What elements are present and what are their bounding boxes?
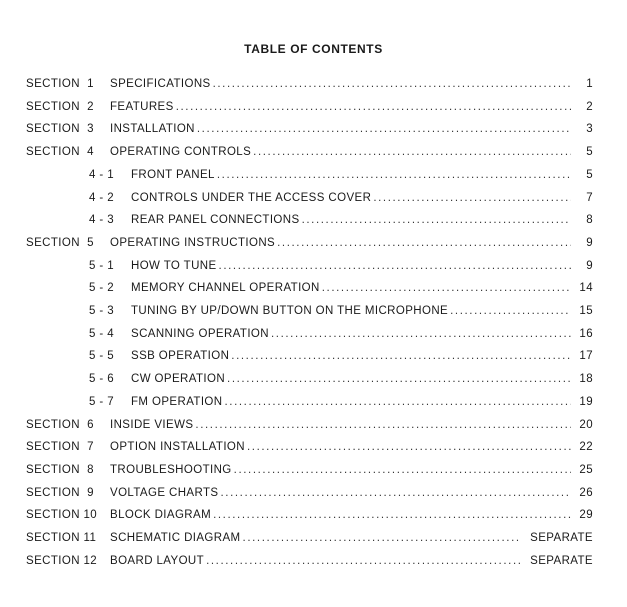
- page-number: 29: [575, 507, 593, 523]
- toc-entry: [0, 121, 627, 137]
- page-number: SEPARATE: [526, 553, 593, 569]
- toc-entry: [0, 394, 627, 410]
- page-number: 7: [582, 190, 593, 206]
- toc-entry: [0, 462, 627, 478]
- toc-entry: [0, 371, 627, 387]
- entry-title: TROUBLESHOOTING: [110, 463, 232, 476]
- toc-entry: [0, 167, 627, 183]
- toc-entry: [0, 258, 627, 274]
- toc-entry: [0, 530, 627, 546]
- toc-entry: [0, 439, 627, 455]
- toc-entry: [0, 99, 627, 115]
- toc-entry: [0, 212, 627, 228]
- entry-title: HOW TO TUNE: [131, 259, 217, 272]
- page-number: SEPARATE: [526, 530, 593, 546]
- toc-entry: [0, 280, 627, 296]
- toc-entry: [0, 485, 627, 501]
- entry-title: MEMORY CHANNEL OPERATION: [131, 282, 320, 295]
- entry-title: SPECIFICATIONS: [110, 78, 211, 90]
- toc-entry: [0, 76, 627, 92]
- dot-leader: [220, 485, 571, 501]
- page-number: 14: [575, 280, 593, 296]
- page-number: 3: [582, 121, 593, 137]
- subsection-number: 5 - 2: [89, 282, 115, 295]
- page-number: 18: [575, 371, 593, 387]
- entry-title: OPERATING INSTRUCTIONS: [110, 236, 276, 249]
- page-number: 25: [575, 462, 593, 478]
- section-number: SECTION 2: [26, 100, 94, 113]
- subsection-number: 5 - 5: [89, 350, 115, 363]
- dot-leader: [247, 439, 571, 455]
- page-number: 15: [575, 303, 593, 319]
- subsection-number: 5 - 3: [89, 305, 115, 317]
- entry-title: FM OPERATION: [131, 395, 223, 408]
- dot-leader: [224, 394, 571, 410]
- page-number: 9: [582, 258, 593, 274]
- toc-entry: [0, 348, 627, 364]
- entry-title: FEATURES: [110, 100, 174, 113]
- subsection-number: 4 - 3: [89, 214, 115, 227]
- entry-title: OPERATING CONTROLS: [110, 146, 252, 159]
- entry-title: SCHEMATIC DIAGRAM: [110, 532, 241, 544]
- section-number: SECTION 12: [26, 554, 98, 567]
- section-number: SECTION 8: [26, 463, 94, 476]
- section-number: SECTION 4: [26, 146, 94, 159]
- page-number: 8: [582, 212, 593, 228]
- dot-leader: [219, 258, 571, 274]
- dot-leader: [373, 190, 571, 206]
- dot-leader: [206, 553, 521, 569]
- dot-leader: [195, 417, 571, 433]
- dot-leader: [213, 507, 571, 523]
- subsection-number: 5 - 7: [89, 395, 115, 408]
- section-number: SECTION 7: [26, 441, 94, 454]
- page-number: 2: [582, 99, 593, 115]
- dot-leader: [231, 348, 571, 364]
- entry-title: OPTION INSTALLATION: [110, 441, 245, 454]
- subsection-number: 5 - 1: [89, 259, 115, 272]
- toc-entry: [0, 417, 627, 433]
- dot-leader: [302, 212, 571, 228]
- toc-entry: [0, 144, 627, 160]
- dot-leader: [197, 121, 571, 137]
- page-number: 1: [582, 76, 593, 92]
- section-number: SECTION 5: [26, 236, 94, 249]
- dot-leader: [277, 235, 571, 251]
- section-number: SECTION 1: [26, 78, 94, 90]
- page-number: 20: [575, 417, 593, 433]
- subsection-number: 5 - 4: [89, 327, 115, 340]
- entry-title: BLOCK DIAGRAM: [110, 509, 212, 522]
- dot-leader: [217, 167, 571, 183]
- entry-title: INSIDE VIEWS: [110, 418, 194, 431]
- dot-leader: [213, 76, 571, 92]
- entry-title: INSTALLATION: [110, 123, 195, 136]
- toc-entry: [0, 190, 627, 206]
- entry-title: REAR PANEL CONNECTIONS: [131, 214, 300, 227]
- section-number: SECTION 6: [26, 418, 94, 431]
- dot-leader: [176, 99, 571, 115]
- entry-title: TUNING BY UP/DOWN BUTTON ON THE MICROPHONE: [131, 305, 449, 317]
- toc-entry: [0, 553, 627, 569]
- subsection-number: 5 - 6: [89, 373, 115, 386]
- dot-leader: [271, 326, 571, 342]
- section-number: SECTION 9: [26, 486, 94, 499]
- entry-title: FRONT PANEL: [131, 168, 215, 181]
- entry-title: VOLTAGE CHARTS: [110, 486, 219, 499]
- page-number: 16: [575, 326, 593, 342]
- toc-entry: [0, 326, 627, 342]
- section-number: SECTION 11: [26, 532, 97, 544]
- section-number: SECTION 10: [26, 509, 98, 522]
- page-number: 22: [575, 439, 593, 455]
- toc-entry: [0, 507, 627, 523]
- subsection-number: 4 - 2: [89, 191, 115, 204]
- subsection-number: 4 - 1: [89, 168, 115, 181]
- entry-title: CONTROLS UNDER THE ACCESS COVER: [131, 191, 372, 204]
- page-number: 26: [575, 485, 593, 501]
- entry-title: CW OPERATION: [131, 373, 226, 386]
- page-number: 19: [575, 394, 593, 410]
- dot-leader: [234, 462, 571, 478]
- page-number: 9: [582, 235, 593, 251]
- dot-leader: [227, 371, 571, 387]
- page-number: 5: [582, 167, 593, 183]
- entry-title: BOARD LAYOUT: [110, 554, 205, 567]
- toc-entry: [0, 303, 627, 319]
- entry-title: SSB OPERATION: [131, 350, 230, 363]
- dot-leader: [253, 144, 571, 160]
- page-title: TABLE OF CONTENTS: [244, 42, 383, 56]
- section-number: SECTION 3: [26, 123, 94, 136]
- dot-leader: [243, 530, 521, 546]
- entry-title: SCANNING OPERATION: [131, 327, 269, 340]
- dot-leader: [450, 303, 571, 319]
- dot-leader: [322, 280, 571, 296]
- page-number: 17: [575, 348, 593, 364]
- toc-entry: [0, 235, 627, 251]
- page-number: 5: [582, 144, 593, 160]
